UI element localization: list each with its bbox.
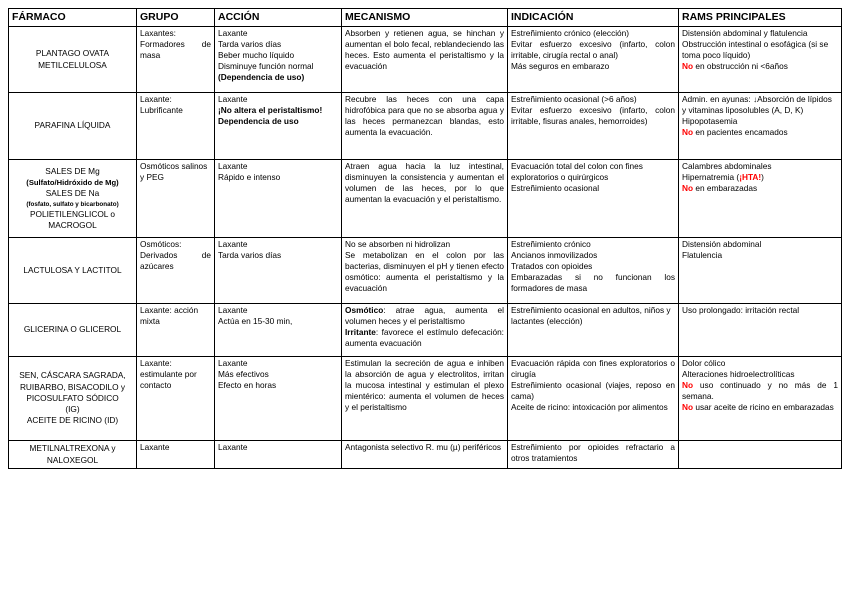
- accion-cell: [215, 357, 342, 441]
- farmaco-name: (IG): [65, 404, 80, 415]
- indicacion-line: Más seguros en embarazo: [511, 61, 610, 72]
- rams-cell: [679, 160, 842, 238]
- farmaco-name: RUIBARBO, BISACODILO y: [19, 381, 126, 392]
- accion-cell: [215, 93, 342, 160]
- rams-line: Dolor cólico: [682, 358, 726, 368]
- indicacion-line: Estreñimiento crónico (elección): [511, 28, 630, 38]
- rams-line: Calambres abdominales: [682, 161, 772, 171]
- accion-line: Tarda varios días: [218, 39, 282, 50]
- indicacion-cell: [508, 357, 679, 441]
- no-warning: No: [682, 380, 694, 391]
- mecanismo-cell: Antagonista selectivo R. mu (µ) periféricos: [342, 441, 508, 469]
- accion-line: Más efectivos: [218, 369, 269, 380]
- farmaco-name: GLICERINA O GLICEROL: [23, 324, 122, 335]
- table-row: [9, 27, 842, 93]
- table-row: [9, 93, 842, 160]
- mecanismo-text: : atrae agua, aumenta el volumen heces y el peristaltismo: [345, 305, 504, 327]
- accion-line: Beber mucho líquido: [218, 50, 295, 61]
- table-row: [9, 160, 842, 238]
- no-warning: No: [682, 61, 694, 72]
- irritante-label: Irritante: [345, 327, 376, 338]
- accion-cell: [215, 160, 342, 238]
- farmaco-subtitle: (fosfato, sulfato y bicarbonato): [26, 200, 119, 208]
- indicacion-line: Evitar esfuerzo excesivo (infarto, colon irritable, fisuras anales, hemorroides): [511, 105, 675, 127]
- accion-line: Laxante: [218, 28, 248, 38]
- table-row: [9, 357, 842, 441]
- accion-cell: [215, 441, 342, 469]
- mecanismo-cell: [342, 304, 508, 357]
- farmaco-cell: [9, 27, 137, 93]
- indicacion-cell: [508, 160, 679, 238]
- indicacion-line: Estreñimiento ocasional (>6 años): [511, 94, 637, 104]
- farmaco-name: PARAFINA LÍQUIDA: [34, 120, 111, 131]
- rams-cell: [679, 93, 842, 160]
- accion-line: ¡No altera el peristaltismo!: [218, 105, 323, 116]
- grupo-cell: Laxante: acción mixta: [137, 304, 215, 357]
- rams-line: Distensión abdominal: [682, 239, 762, 249]
- accion-line: Actúa en 15-30 min,: [218, 316, 293, 327]
- farmaco-cell: [9, 160, 137, 238]
- rams-text: en embarazadas: [693, 183, 758, 194]
- accion-line: Laxante: [218, 358, 248, 368]
- rams-text: Hipernatremia (: [682, 172, 740, 183]
- accion-line: Laxante: [218, 442, 248, 452]
- grupo-cell: Osmóticos: Derivados de azúcares: [137, 238, 215, 304]
- table-row: [9, 238, 842, 304]
- indicacion-line: Estreñimiento ocasional (viajes, reposo en cama): [511, 380, 675, 402]
- mecanismo-line: [345, 305, 504, 327]
- accion-line: Laxante: [218, 161, 248, 171]
- rams-line: [682, 402, 838, 413]
- indicacion-line: Tratados con opioides: [511, 261, 593, 272]
- accion-cell: [215, 238, 342, 304]
- mecanismo-cell: Atraen agua hacia la luz intestinal, disminuyen la consistencia y aumentan el volumen de las heces, por lo que aumentan la evacuación y el peristaltismo.: [342, 160, 508, 238]
- no-warning: No: [682, 127, 694, 138]
- mecanismo-cell: [342, 238, 508, 304]
- farmaco-cell: [9, 304, 137, 357]
- indicacion-cell: [508, 238, 679, 304]
- osmotico-label: Osmótico: [345, 305, 384, 315]
- rams-line: [682, 380, 838, 402]
- rams-line: Distensión abdominal y flatulencia: [682, 28, 808, 38]
- farmaco-name: METILCELULOSA: [38, 59, 107, 70]
- mecanismo-text: : favorece el estímulo defecación: aumenta evacuación: [345, 327, 504, 349]
- accion-cell: [215, 27, 342, 93]
- no-warning: No: [682, 402, 694, 413]
- table-row: [9, 304, 842, 357]
- grupo-cell: Laxantes: Formadores de masa: [137, 27, 215, 93]
- farmaco-name: METILNALTREXONA y: [29, 443, 116, 454]
- farmaco-name: SALES DE Mg: [45, 165, 100, 176]
- indicacion-cell: [508, 304, 679, 357]
- rams-line: Uso prolongado: irritación rectal: [682, 305, 800, 315]
- indicacion-line: Aceite de ricino: intoxicación por alimentos: [511, 402, 668, 413]
- accion-line: Efecto en horas: [218, 380, 277, 391]
- indicacion-line: Estreñimiento crónico: [511, 239, 591, 249]
- indicacion-line: Evitar esfuerzo excesivo (infarto, colon irritable, cirugía rectal o anal): [511, 39, 675, 61]
- farmaco-name: PLANTAGO OVATA: [35, 48, 110, 59]
- grupo-cell: Laxante: Lubrificante: [137, 93, 215, 160]
- mecanismo-cell: Estimulan la secreción de agua e inhiben la absorción de agua y electrolitos, irritan la mucosa intestinal y estimulan el plexo mientérico: aumenta el volumen de heces y el peristaltismo: [342, 357, 508, 441]
- indicacion-line: Estreñimiento por opioides refractario a otros tratamientos: [511, 442, 675, 464]
- rams-text: en pacientes encamados: [693, 127, 788, 138]
- indicacion-cell: [508, 441, 679, 469]
- rams-cell: [679, 357, 842, 441]
- farmaco-cell: [9, 238, 137, 304]
- farmaco-cell: [9, 93, 137, 160]
- header-row: [9, 9, 842, 27]
- header-farmaco: FÁRMACO: [9, 9, 137, 27]
- rams-text: ): [761, 172, 764, 183]
- indicacion-line: Ancianos inmovilizados: [511, 250, 598, 261]
- farmaco-name: SALES DE Na: [45, 188, 100, 199]
- accion-line: Tarda varios días: [218, 250, 282, 261]
- rams-text: uso continuado y no más de 1 semana.: [682, 380, 838, 402]
- header-accion: ACCIÓN: [215, 9, 342, 27]
- farmaco-cell: [9, 441, 137, 469]
- grupo-cell: Osmóticos salinos y PEG: [137, 160, 215, 238]
- header-rams: RAMS PRINCIPALES: [679, 9, 842, 27]
- indicacion-line: Estreñimiento ocasional: [511, 183, 600, 194]
- rams-line: [682, 61, 838, 72]
- rams-line: Obstrucción intestinal o esofágica (si se toma poco líquido): [682, 39, 829, 61]
- rams-cell: [679, 238, 842, 304]
- indicacion-line: Estreñimiento ocasional en adultos, niños y lactantes (elección): [511, 305, 671, 327]
- farmaco-name: POLIETILENGLICOL o MACROGOL: [30, 208, 115, 230]
- farmaco-name: ACEITE DE RICINO (ID): [26, 415, 119, 426]
- rams-line: [682, 183, 838, 194]
- table-row: [9, 441, 842, 469]
- accion-line: Disminuye función normal: [218, 61, 314, 72]
- farmaco-name: LACTULOSA Y LACTITOL: [23, 264, 122, 275]
- hta-warning: ¡HTA!: [739, 172, 762, 183]
- header-mecanismo: MECANISMO: [342, 9, 508, 27]
- header-indicacion: INDICACIÓN: [508, 9, 679, 27]
- indicacion-cell: [508, 93, 679, 160]
- indicacion-line: Evacuación rápida con fines exploratorios o cirugía: [511, 358, 675, 380]
- indicacion-line: Evacuación total del colon con fines exploratorios o quirúrgicos: [511, 161, 643, 183]
- rams-cell: [679, 27, 842, 93]
- accion-line: Laxante: [218, 305, 248, 315]
- rams-text: en obstrucción ni <6años: [693, 61, 788, 72]
- farmaco-name: PICOSULFATO SÓDICO: [26, 392, 119, 403]
- rams-line: Admin. en ayunas: ↓Absorción de lípidos y vitaminas liposolubles (A, D, K): [682, 94, 832, 116]
- rams-line: Alteraciones hidroelectrolíticas: [682, 369, 795, 380]
- accion-line: Laxante: [218, 239, 248, 249]
- rams-line: [682, 172, 838, 183]
- rams-text: usar aceite de ricino en embarazadas: [693, 402, 834, 413]
- header-grupo: GRUPO: [137, 9, 215, 27]
- accion-line: Laxante: [218, 94, 248, 104]
- rams-line: Flatulencia: [682, 250, 723, 261]
- mecanismo-cell: Absorben y retienen agua, se hinchan y aumentan el bolo fecal, reblandeciendo las heces. Esto aumenta el peristaltismo y la evacuación: [342, 27, 508, 93]
- farmaco-cell: [9, 357, 137, 441]
- mecanismo-line: No se absorben ni hidrolizan: [345, 239, 451, 249]
- farmaco-name: SEN, CÁSCARA SAGRADA,: [19, 370, 126, 381]
- accion-cell: [215, 304, 342, 357]
- grupo-cell: Laxante: [137, 441, 215, 469]
- no-warning: No: [682, 183, 694, 194]
- rams-line: [682, 127, 838, 138]
- indicacion-line: Embarazadas si no funcionan los formadores de masa: [511, 272, 675, 294]
- farmaco-subtitle: (Sulfato/Hidróxido de Mg): [26, 178, 119, 188]
- mecanismo-cell: Recubre las heces con una capa hidrofóbica para que no se absorba agua y las heces permanezcan blandas, esto aumenta la evacuación.: [342, 93, 508, 160]
- indicacion-cell: [508, 27, 679, 93]
- rams-cell: [679, 441, 842, 469]
- rams-cell: [679, 304, 842, 357]
- mecanismo-line: [345, 327, 504, 349]
- drug-table: [8, 8, 842, 469]
- farmaco-name: NALOXEGOL: [46, 454, 99, 465]
- accion-line: Dependencia de uso: [218, 116, 299, 127]
- grupo-cell: Laxante: estimulante por contacto: [137, 357, 215, 441]
- accion-line: Rápido e intenso: [218, 172, 281, 183]
- rams-line: Hipopotasemia: [682, 116, 738, 127]
- mecanismo-line: Se metabolizan en el colon por las bacterias, disminuyen el pH y tienen efecto osmótico: aumenta el peristaltismo y la evacuación: [345, 250, 504, 294]
- accion-line: (Dependencia de uso): [218, 72, 305, 83]
